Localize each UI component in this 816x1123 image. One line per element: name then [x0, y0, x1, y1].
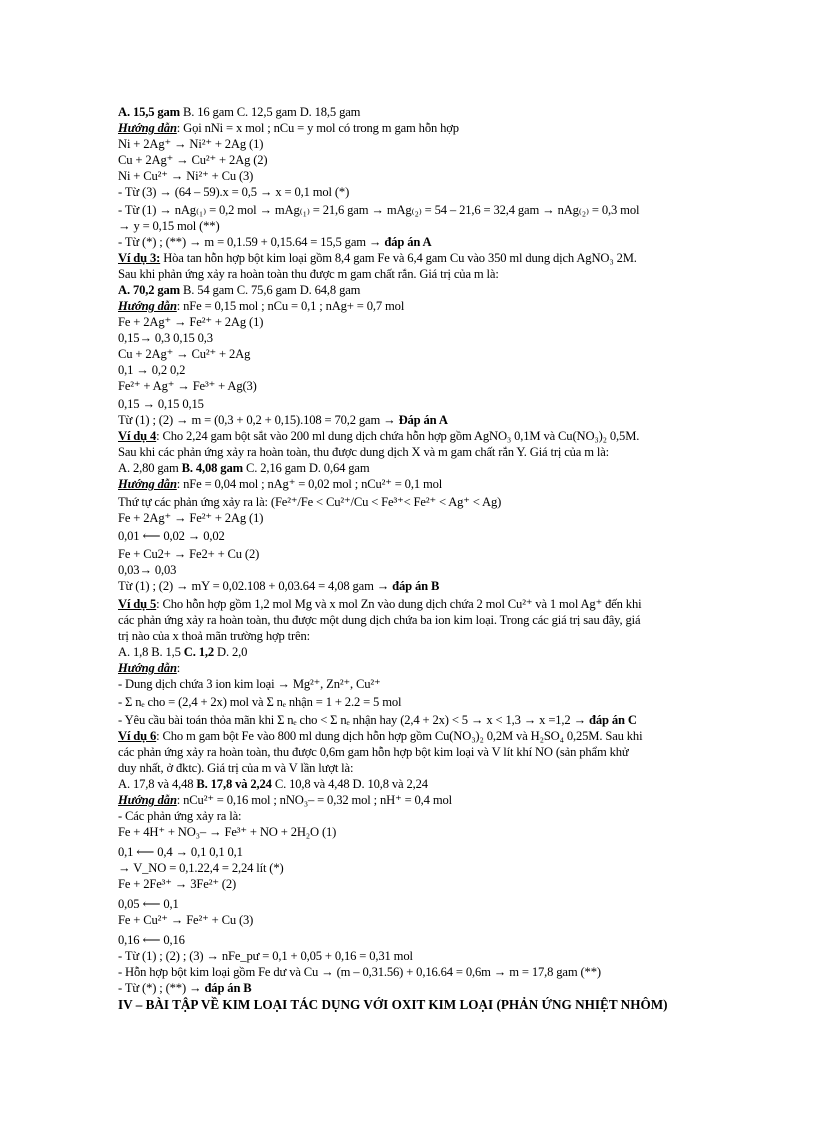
- text-line: [118, 547, 259, 562]
- text-line: [118, 299, 404, 314]
- text-line: [118, 729, 642, 744]
- answer-highlight: B. 4,08 gam: [181, 461, 243, 475]
- example-label: Ví dụ 5: [118, 597, 157, 611]
- text-line: [118, 913, 253, 928]
- line-text: A. 17,8 và 4,48: [118, 777, 197, 791]
- guide-label: Hướng dẫn: [118, 121, 177, 135]
- line-text: : Cho m gam bột Fe vào 800 ml dung dịch hỗn hợp gồm Cu(NO₃)₂ 0,2M và H₂SO₄ 0,25M. Sau khi: [156, 729, 643, 743]
- text-line: [118, 315, 263, 330]
- text-line: [118, 185, 349, 200]
- line-text: - Các phản ứng xảy ra là:: [118, 809, 242, 823]
- text-line: [118, 283, 360, 298]
- text-line: [118, 121, 459, 136]
- line-text: B. 54 gam C. 75,6 gam D. 64,8 gam: [180, 283, 361, 297]
- text-line: [118, 477, 442, 492]
- answer-highlight: đáp án B: [392, 579, 440, 593]
- text-line: [118, 629, 310, 644]
- text-line: [118, 965, 601, 980]
- answer-highlight: Đáp án A: [398, 413, 448, 427]
- line-text: : Cho 2,24 gam bột sắt vào 200 ml dung dịch chứa hỗn hợp gồm AgNO₃ 0,1M và Cu(NO₃)₂ 0,5M.: [156, 429, 640, 443]
- line-text: Fe + 2Ag⁺ → Fe²⁺ + 2Ag (1): [118, 511, 264, 525]
- line-text: các phản ứng xảy ra hoàn toàn, thu được 0,6m gam hỗn hợp bột kim loại và V lít khí NO (sản phẩm khử: [118, 745, 629, 759]
- line-text: :: [176, 661, 181, 675]
- text-line: [118, 267, 499, 282]
- guide-label: Hướng dẫn: [118, 299, 177, 313]
- line-text: - Yêu cầu bài toán thỏa mãn khi Σ nₑ cho < Σ nₑ nhận hay (2,4 + 2x) < 5 → x < 1,3 → x =1,2 →: [118, 713, 590, 727]
- line-text: Cu + 2Ag⁺ → Cu²⁺ + 2Ag (2): [118, 153, 268, 167]
- answer-highlight: B. 17,8 và 2,24: [196, 777, 272, 791]
- section-heading: [118, 997, 668, 1012]
- example-label: Ví dụ 4: [118, 429, 157, 443]
- line-text: IV – BÀI TẬP VỀ KIM LOẠI TÁC DỤNG VỚI OXIT KIM LOẠI (PHẢN ỨNG NHIỆT NHÔM): [118, 997, 668, 1012]
- text-line: [118, 203, 639, 218]
- example-label: Ví dụ 3:: [118, 251, 161, 265]
- text-line: [118, 429, 639, 444]
- text-line: [118, 413, 448, 428]
- text-line: [118, 777, 428, 792]
- text-line: [118, 897, 179, 912]
- line-text: - Hỗn hợp bột kim loại gồm Fe dư và Cu → (m – 0,31.56) + 0,16.64 = 0,6m → m = 17,8 gam (**): [118, 965, 601, 979]
- line-text: Sau khi phản ứng xảy ra hoàn toàn thu được m gam chất rắn. Giá trị của m là:: [118, 267, 499, 281]
- answer-highlight: C. 1,2: [183, 645, 215, 659]
- line-text: : nCu²⁺ = 0,16 mol ; nNO₃– = 0,32 mol ; nH⁺ = 0,4 mol: [176, 793, 452, 807]
- answer-highlight: đáp án A: [384, 235, 432, 249]
- text-line: [118, 845, 243, 860]
- text-line: [118, 495, 501, 510]
- line-text: Ni + Cu²⁺ → Ni²⁺ + Cu (3): [118, 169, 254, 183]
- line-text: Fe + 2Ag⁺ → Fe²⁺ + 2Ag (1): [118, 315, 264, 329]
- text-line: [118, 877, 236, 892]
- text-line: [118, 661, 180, 676]
- line-text: 0,01 ⟵ 0,02 → 0,02: [118, 529, 225, 543]
- line-text: A. 2,80 gam: [118, 461, 182, 475]
- guide-label: Hướng dẫn: [118, 793, 177, 807]
- answer-highlight: A. 15,5 gam: [118, 105, 181, 119]
- guide-label: Hướng dẫn: [118, 477, 177, 491]
- text-line: [118, 511, 263, 526]
- text-line: [118, 219, 220, 234]
- line-text: - Từ (1) → nAg₍₁₎ = 0,2 mol → mAg₍₁₎ = 21,6 gam → mAg₍₂₎ = 54 – 21,6 = 32,4 gam → nAg₍₂₎ = 0,3 mol: [118, 203, 640, 217]
- text-line: [118, 809, 241, 824]
- text-line: [118, 379, 257, 394]
- text-line: [118, 105, 360, 120]
- line-text: - Dung dịch chứa 3 ion kim loại → Mg²⁺, Zn²⁺, Cu²⁺: [118, 677, 381, 691]
- answer-highlight: A. 70,2 gam: [118, 283, 181, 297]
- line-text: duy nhất, ở đktc). Giá trị của m và V lần lượt là:: [118, 761, 354, 775]
- text-line: [118, 861, 284, 876]
- line-text: Ni + 2Ag⁺ → Ni²⁺ + 2Ag (1): [118, 137, 264, 151]
- line-text: 0,16 ⟵ 0,16: [118, 933, 185, 947]
- text-line: [118, 331, 213, 346]
- line-text: - Từ (3) → (64 – 59).x = 0,5 → x = 0,1 mol (*): [118, 185, 350, 199]
- line-text: Hòa tan hỗn hợp bột kim loại gồm 8,4 gam Fe và 6,4 gam Cu vào 350 ml dung dịch AgNO₃ 2M.: [160, 251, 637, 265]
- line-text: 0,1 ⟵ 0,4 → 0,1 0,1 0,1: [118, 845, 243, 859]
- line-text: 0,15 → 0,15 0,15: [118, 397, 204, 411]
- line-text: - Từ (*) ; (**) → m = 0,1.59 + 0,15.64 = 15,5 gam →: [118, 235, 385, 249]
- line-text: Từ (1) ; (2) → m = (0,3 + 0,2 + 0,15).108 = 70,2 gam →: [118, 413, 399, 427]
- text-line: [118, 825, 336, 840]
- line-text: Fe + 2Fe³⁺ → 3Fe²⁺ (2): [118, 877, 237, 891]
- line-text: C. 2,16 gam D. 0,64 gam: [242, 461, 370, 475]
- text-line: [118, 579, 439, 594]
- line-text: - Từ (*) ; (**) →: [118, 981, 205, 995]
- text-line: [118, 793, 452, 808]
- text-line: [118, 695, 401, 710]
- line-text: : Cho hỗn hợp gồm 1,2 mol Mg và x mol Zn vào dung dịch chứa 2 mol Cu²⁺ và 1 mol Ag⁺ đến khi: [156, 597, 642, 611]
- line-text: các phản ứng xảy ra hoàn toàn, thu được một dung dịch chứa ba ion kim loại. Trong các giá trị sau đây, giá: [118, 613, 641, 627]
- answer-highlight: đáp án B: [204, 981, 252, 995]
- line-text: → y = 0,15 mol (**): [118, 219, 220, 233]
- guide-label: Hướng dẫn: [118, 661, 177, 675]
- line-text: Từ (1) ; (2) → mY = 0,02.108 + 0,03.64 = 4,08 gam →: [118, 579, 393, 593]
- text-line: [118, 153, 267, 168]
- text-line: [118, 397, 204, 412]
- text-line: [118, 461, 369, 476]
- line-text: 0,1 → 0,2 0,2: [118, 363, 186, 377]
- line-text: 0,03→ 0,03: [118, 563, 177, 577]
- text-line: [118, 597, 641, 612]
- text-line: [118, 235, 431, 250]
- line-text: Fe²⁺ + Ag⁺ → Fe³⁺ + Ag(3): [118, 379, 257, 393]
- text-line: [118, 445, 609, 460]
- line-text: Fe + 4H⁺ + NO₃– → Fe³⁺ + NO + 2H₂O (1): [118, 825, 337, 839]
- text-line: [118, 677, 381, 692]
- text-line: [118, 529, 225, 544]
- text-line: [118, 981, 252, 996]
- line-text: Fe + Cu²⁺ → Fe²⁺ + Cu (3): [118, 913, 254, 927]
- text-line: [118, 169, 253, 184]
- line-text: 0,15→ 0,3 0,15 0,3: [118, 331, 213, 345]
- line-text: Cu + 2Ag⁺ → Cu²⁺ + 2Ag: [118, 347, 251, 361]
- line-text: → V_NO = 0,1.22,4 = 2,24 lít (*): [118, 861, 284, 875]
- line-text: : nFe = 0,04 mol ; nAg⁺ = 0,02 mol ; nCu²⁺ = 0,1 mol: [176, 477, 443, 491]
- line-text: - Σ nₑ cho = (2,4 + 2x) mol và Σ nₑ nhận = 1 + 2.2 = 5 mol: [118, 695, 402, 709]
- line-text: D. 2,0: [214, 645, 248, 659]
- answer-highlight: đáp án C: [589, 713, 637, 727]
- line-text: B. 16 gam C. 12,5 gam D. 18,5 gam: [180, 105, 361, 119]
- line-text: trị nào của x thoả mãn trường hợp trên:: [118, 629, 310, 643]
- line-text: 0,05 ⟵ 0,1: [118, 897, 179, 911]
- line-text: Thứ tự các phản ứng xảy ra là: (Fe²⁺/Fe < Cu²⁺/Cu < Fe³⁺< Fe²⁺ < Ag⁺ < Ag): [118, 495, 502, 509]
- text-line: [118, 363, 185, 378]
- text-line: [118, 563, 176, 578]
- text-line: [118, 761, 353, 776]
- text-line: [118, 713, 637, 728]
- line-text: A. 1,8 B. 1,5: [118, 645, 184, 659]
- line-text: : Gọi nNi = x mol ; nCu = y mol có trong m gam hỗn hợp: [176, 121, 459, 135]
- text-line: [118, 933, 185, 948]
- text-line: [118, 949, 413, 964]
- text-line: [118, 137, 263, 152]
- text-line: [118, 745, 629, 760]
- line-text: Fe + Cu2+ → Fe2+ + Cu (2): [118, 547, 260, 561]
- line-text: : nFe = 0,15 mol ; nCu = 0,1 ; nAg+ = 0,7 mol: [176, 299, 405, 313]
- example-label: Ví dụ 6: [118, 729, 157, 743]
- line-text: Sau khi các phản ứng xảy ra hoàn toàn, thu được dung dịch X và m gam chất rắn Y. Giá trị của m là:: [118, 445, 610, 459]
- line-text: C. 10,8 và 4,48 D. 10,8 và 2,24: [271, 777, 428, 791]
- text-line: [118, 645, 247, 660]
- line-text: - Từ (1) ; (2) ; (3) → nFe_pư = 0,1 + 0,05 + 0,16 = 0,31 mol: [118, 949, 413, 963]
- text-line: [118, 613, 640, 628]
- text-line: [118, 347, 250, 362]
- text-line: [118, 251, 637, 266]
